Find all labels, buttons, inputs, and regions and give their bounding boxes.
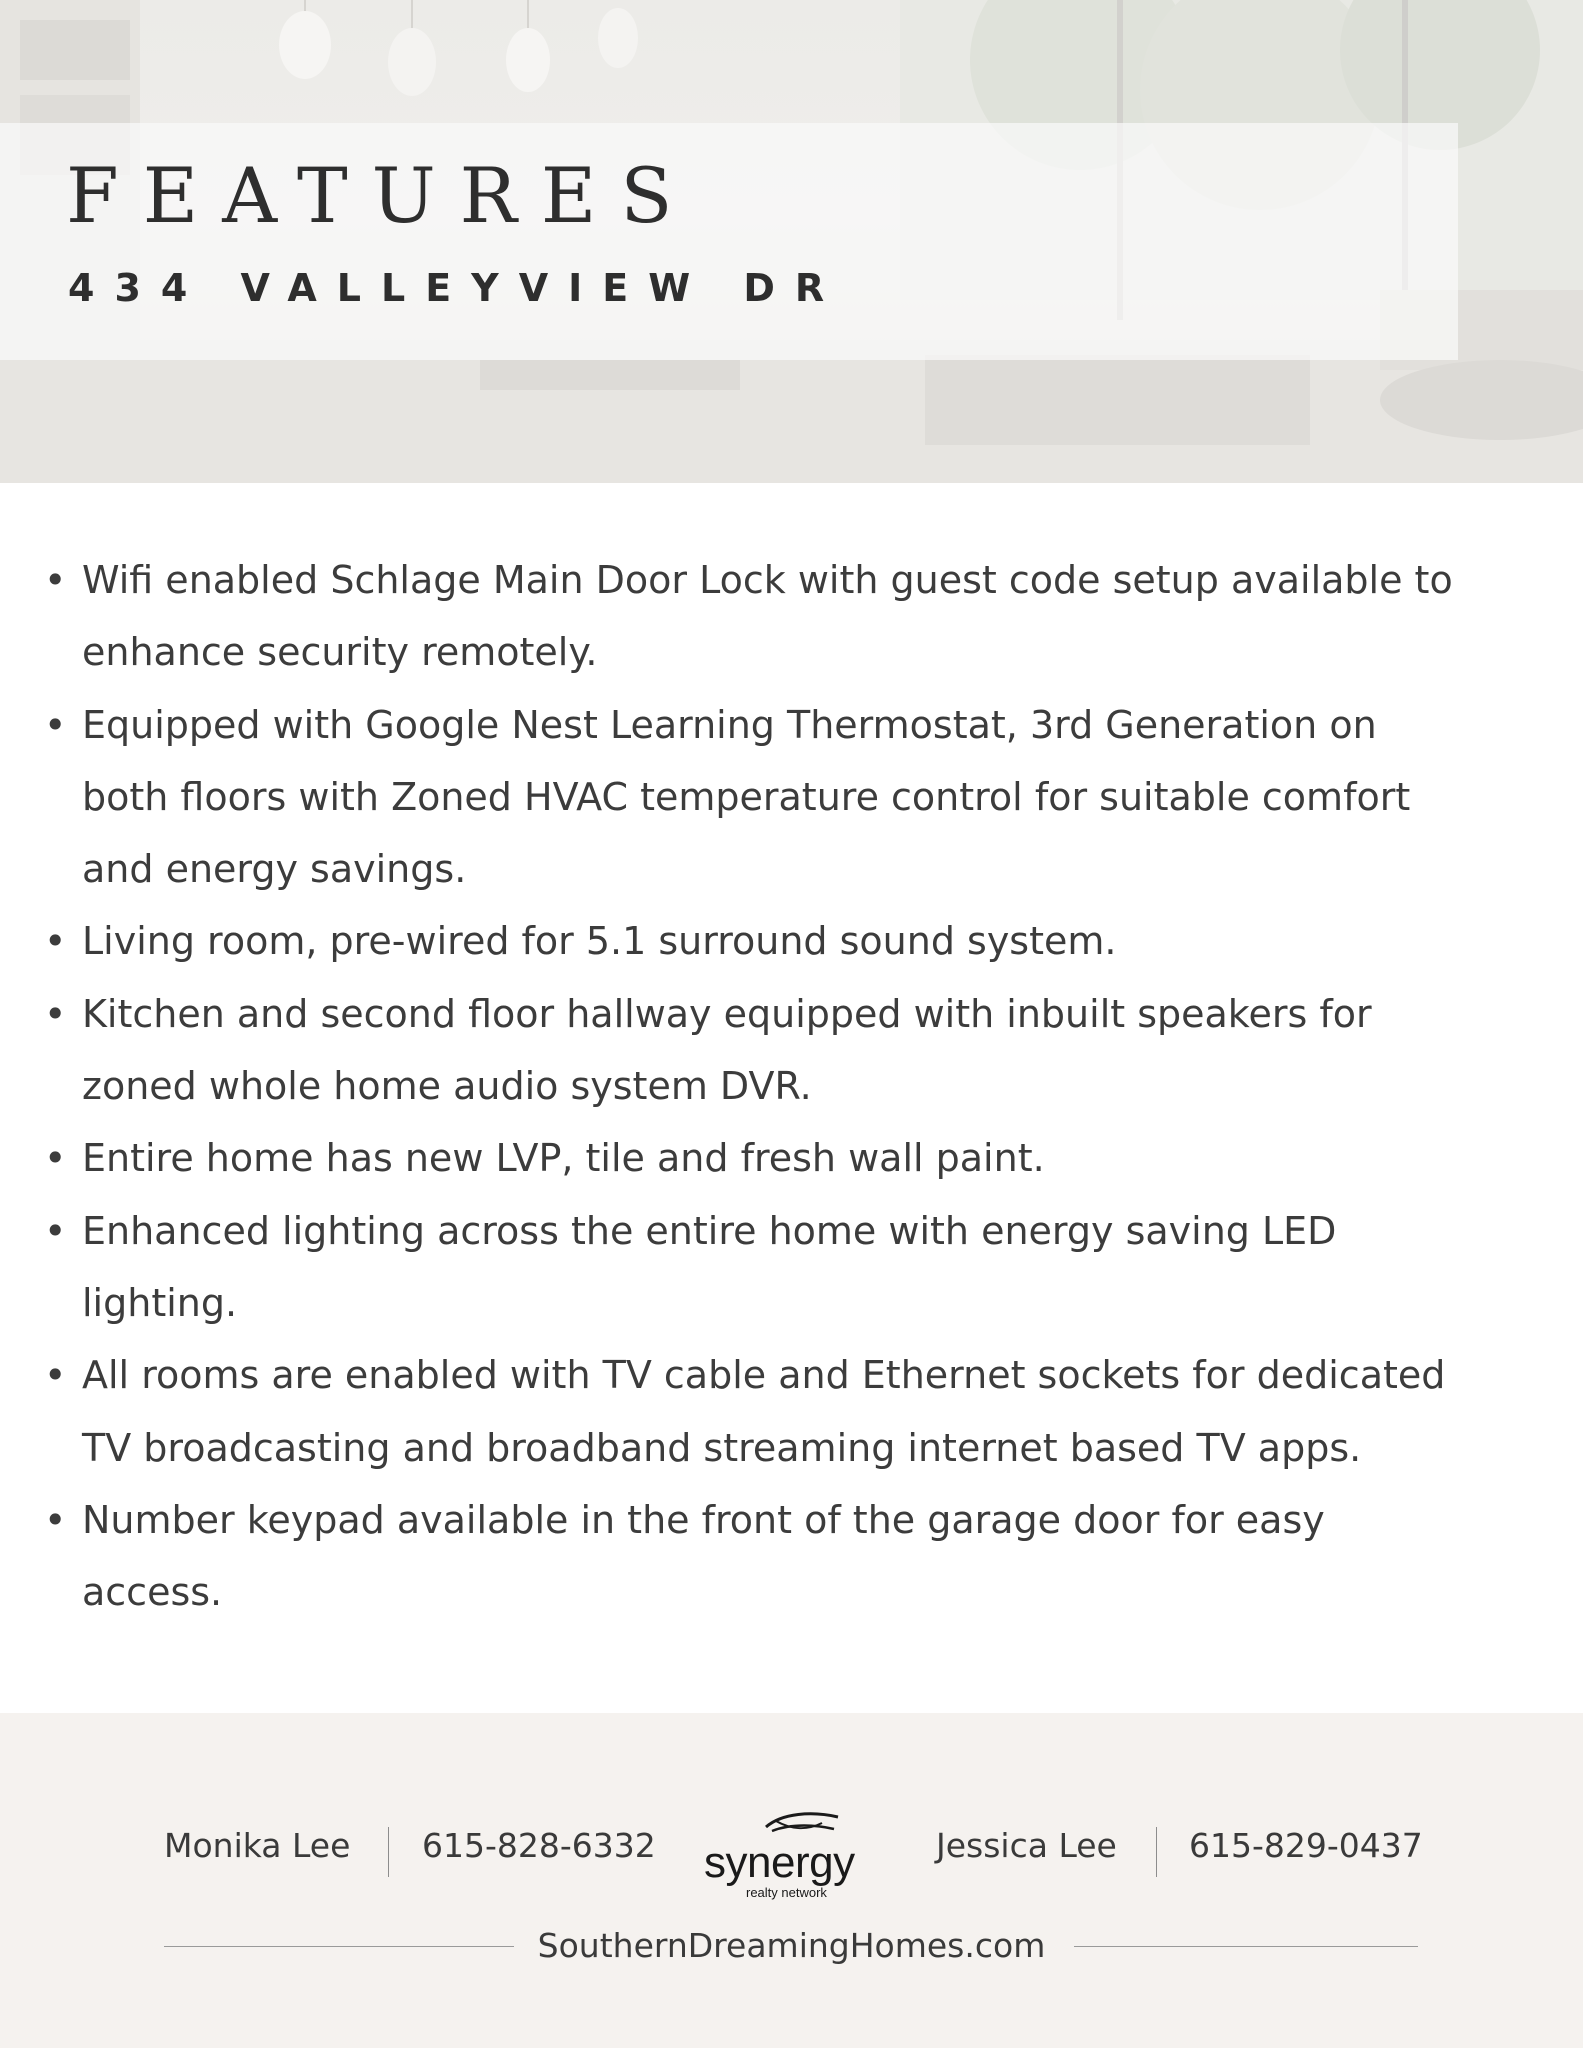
divider: [1156, 1827, 1157, 1877]
feature-text-line: zoned whole home audio system DVR.: [82, 1064, 812, 1109]
feature-text-line: enhance security remotely.: [82, 630, 598, 675]
bullet-icon: •: [44, 1136, 67, 1181]
feature-text-line: and energy savings.: [82, 847, 467, 892]
bullet-icon: •: [44, 558, 67, 602]
bullet-icon: •: [44, 919, 67, 964]
agent2-name: Jessica Lee: [936, 1826, 1117, 1865]
property-address: 434 VALLEYVIEW DR: [68, 266, 845, 310]
synergy-logo: [702, 1809, 886, 1903]
feature-text-line: Entire home has new LVP, tile and fresh wall paint.: [82, 1136, 1045, 1181]
agent1-phone: 615-828-6332: [422, 1826, 656, 1865]
footer-contact-bar: [0, 1713, 1583, 2048]
feature-item: [44, 978, 1544, 1123]
feature-item: [44, 1122, 1544, 1194]
feature-item: [44, 1484, 1544, 1629]
feature-text-line: Equipped with Google Nest Learning Thermostat, 3rd Generation on: [82, 702, 1377, 747]
bullet-icon: •: [44, 1497, 67, 1542]
feature-item: [44, 689, 1544, 906]
feature-item: [44, 1195, 1544, 1340]
bullet-icon: •: [44, 991, 67, 1036]
feature-text-line: Kitchen and second floor hallway equipped with inbuilt speakers for: [82, 991, 1372, 1036]
swoosh-icon: [762, 1809, 842, 1837]
bullet-icon: •: [44, 1353, 67, 1398]
bullet-icon: •: [44, 702, 67, 747]
page-title: FEATURES: [66, 151, 697, 240]
agent1-name: Monika Lee: [164, 1826, 351, 1865]
features-list: [44, 544, 1544, 1628]
website-rule-right: [1074, 1946, 1418, 1947]
feature-text-line: both floors with Zoned HVAC temperature control for suitable comfort: [82, 774, 1411, 819]
feature-text-line: TV broadcasting and broadband streaming internet based TV apps.: [82, 1425, 1362, 1470]
website-link[interactable]: SouthernDreamingHomes.com: [537, 1926, 1046, 1965]
feature-item: [44, 1339, 1544, 1484]
feature-text-line: lighting.: [82, 1280, 238, 1325]
feature-text-line: Enhanced lighting across the entire home with energy saving LED: [82, 1208, 1337, 1253]
logo-wordmark: synergy: [704, 1838, 855, 1887]
agent2-phone: 615-829-0437: [1189, 1826, 1423, 1865]
feature-text-line: All rooms are enabled with TV cable and Ethernet sockets for dedicated: [82, 1353, 1446, 1398]
divider: [388, 1827, 389, 1877]
logo-tagline: realty network: [746, 1885, 827, 1900]
feature-text-line: access.: [82, 1570, 223, 1615]
feature-text-line: Number keypad available in the front of the garage door for easy: [82, 1497, 1325, 1542]
feature-item: [44, 544, 1544, 689]
feature-text-line: Living room, pre-wired for 5.1 surround sound system.: [82, 919, 1117, 964]
bullet-icon: •: [44, 1208, 67, 1253]
feature-item: [44, 905, 1544, 977]
feature-text-line: Wifi enabled Schlage Main Door Lock with guest code setup available to: [82, 558, 1453, 602]
hero-banner: [0, 0, 1583, 483]
